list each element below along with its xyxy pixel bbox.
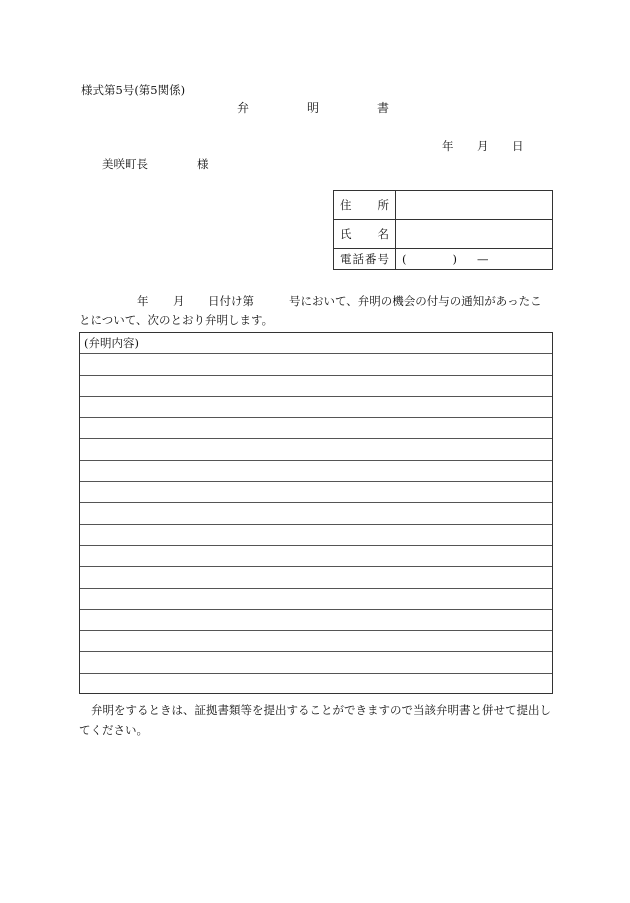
- statement-line[interactable]: [80, 525, 552, 546]
- statement-line[interactable]: [80, 439, 552, 460]
- form-number: 様式第5号(第5関係): [81, 83, 186, 97]
- applicant-info-table: [333, 190, 553, 270]
- statement-line[interactable]: [80, 674, 552, 695]
- statement-line[interactable]: [80, 546, 552, 567]
- note-text: 弁明をするときは、証拠書類等を提出することができますので当該弁明書と併せて提出してください。: [79, 703, 551, 737]
- title-char-1: 弁: [237, 101, 250, 115]
- phone-field[interactable]: [396, 249, 553, 270]
- intro-day-suffix: 日付け第: [208, 294, 254, 308]
- statement-line[interactable]: [80, 418, 552, 439]
- intro-number-suffix: 号において、弁明の機会の付与の通知があったこ: [289, 294, 542, 308]
- phone-label: 電話番号: [334, 249, 396, 270]
- phone-open-paren: (: [402, 252, 407, 266]
- name-field[interactable]: [396, 220, 553, 249]
- date-day-label: 日: [512, 139, 524, 153]
- name-label: 氏名: [334, 220, 396, 249]
- statement-line[interactable]: [80, 610, 552, 631]
- statement-box[interactable]: [79, 332, 553, 694]
- statement-line[interactable]: [80, 567, 552, 588]
- address-field[interactable]: [396, 191, 553, 220]
- intro-year-label: 年: [137, 294, 149, 308]
- statement-line[interactable]: [80, 631, 552, 652]
- title-char-2: 明: [307, 101, 320, 115]
- statement-intro: [79, 292, 555, 330]
- statement-line[interactable]: [80, 397, 552, 418]
- phone-row: [334, 249, 553, 270]
- addressee-name: 美咲町長: [102, 157, 148, 171]
- date-month-label: 月: [477, 139, 489, 153]
- phone-dash: —: [477, 252, 489, 266]
- submission-note: [79, 700, 555, 740]
- statement-line[interactable]: [80, 376, 552, 397]
- addressee-honorific: 様: [197, 157, 209, 171]
- statement-line[interactable]: [80, 482, 552, 503]
- address-row: [334, 191, 553, 220]
- name-row: [334, 220, 553, 249]
- statement-line[interactable]: [80, 461, 552, 482]
- statement-line[interactable]: [80, 503, 552, 524]
- statement-line[interactable]: [80, 652, 552, 673]
- title-char-3: 書: [377, 101, 390, 115]
- date-year-label: 年: [442, 139, 454, 153]
- statement-line[interactable]: [80, 589, 552, 610]
- intro-line-2: とについて、次のとおり弁明します。: [79, 313, 274, 327]
- phone-close-paren: ): [452, 252, 457, 266]
- intro-month-label: 月: [173, 294, 185, 308]
- address-label: 住所: [334, 191, 396, 220]
- statement-line[interactable]: [80, 354, 552, 375]
- statement-header: (弁明内容): [80, 333, 552, 354]
